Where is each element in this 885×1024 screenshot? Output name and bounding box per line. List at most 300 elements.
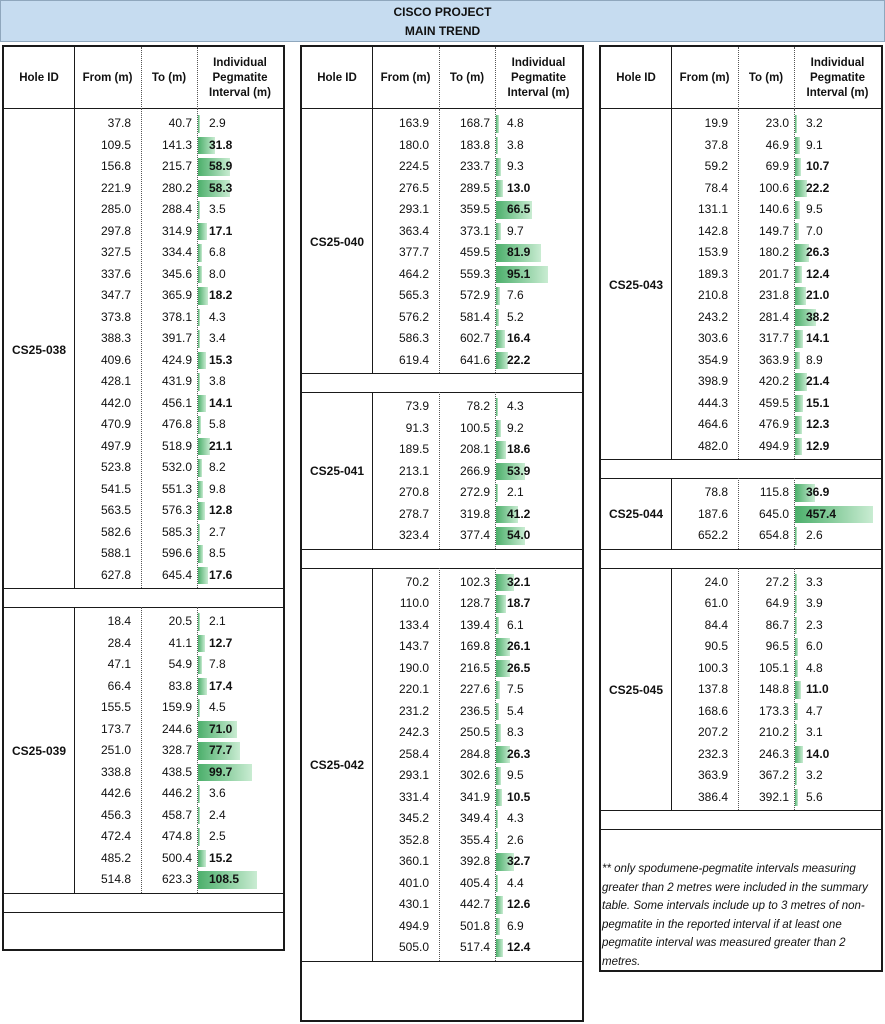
- to-value: 23.0: [765, 116, 789, 130]
- interval-databar: [496, 223, 501, 241]
- interval-value: 5.2: [507, 309, 524, 324]
- from-value: 514.8: [100, 872, 131, 886]
- group-rule: [601, 810, 881, 811]
- from-value: 155.5: [100, 700, 131, 714]
- interval-databar: [795, 266, 802, 284]
- from-value: 297.8: [100, 223, 131, 238]
- to-value: 654.8: [758, 528, 789, 542]
- interval-value: 32.1: [507, 574, 531, 589]
- interval-value: 8.0: [209, 266, 226, 281]
- to-value: 501.8: [459, 918, 490, 933]
- interval-value: 5.4: [507, 703, 524, 718]
- from-value: 24.0: [704, 574, 728, 589]
- to-value: 140.6: [758, 202, 789, 216]
- interval-value: 4.7: [806, 703, 823, 718]
- to-value: 314.9: [161, 223, 192, 238]
- from-value: 224.5: [398, 159, 429, 173]
- project-title: CISCO PROJECT: [393, 5, 492, 19]
- interval-databar: [198, 502, 205, 520]
- from-value: 142.8: [697, 223, 728, 238]
- interval-value: 3.5: [209, 202, 226, 216]
- interval-value: 2.3: [806, 617, 823, 632]
- interval-value: 71.0: [209, 721, 233, 736]
- interval-value: 58.9: [209, 159, 233, 173]
- interval-databar: [496, 137, 498, 155]
- interval-value: 21.1: [209, 438, 233, 453]
- header-divider: [197, 47, 198, 109]
- column-divider: [197, 109, 198, 588]
- interval-databar: [496, 810, 498, 828]
- interval-databar: [795, 660, 798, 678]
- interval-databar: [198, 699, 200, 717]
- to-value: 215.7: [161, 159, 192, 173]
- to-value: 355.4: [459, 832, 490, 847]
- interval-databar: [795, 373, 807, 391]
- group-rule: [601, 829, 881, 830]
- interval-value: 3.9: [806, 596, 823, 610]
- from-value: 270.8: [398, 485, 429, 499]
- interval-databar: [795, 617, 797, 635]
- from-value: 482.0: [697, 438, 728, 453]
- from-value: 91.3: [405, 420, 429, 435]
- to-value: 64.9: [765, 596, 789, 610]
- interval-value: 10.7: [806, 159, 830, 173]
- interval-value: 9.1: [806, 137, 823, 152]
- from-value: 331.4: [398, 789, 429, 804]
- interval-value: 4.8: [806, 660, 823, 675]
- to-value: 576.3: [161, 503, 192, 517]
- to-value: 266.9: [459, 463, 490, 478]
- to-value: 517.4: [459, 940, 490, 954]
- interval-value: 41.2: [507, 506, 531, 521]
- from-value: 153.9: [697, 245, 728, 259]
- group-rule: [4, 588, 283, 589]
- from-value: 293.1: [398, 202, 429, 216]
- table-header: [302, 47, 582, 109]
- from-value: 189.5: [398, 442, 429, 456]
- from-value: 221.9: [100, 180, 131, 195]
- interval-databar: [496, 115, 499, 133]
- interval-value: 9.8: [209, 481, 226, 496]
- to-value: 201.7: [758, 266, 789, 281]
- to-value: 645.4: [161, 567, 192, 582]
- to-value: 139.4: [459, 617, 490, 632]
- from-value: 143.7: [398, 639, 429, 653]
- interval-value: 81.9: [507, 245, 531, 259]
- interval-databar: [496, 724, 501, 742]
- to-value: 431.9: [161, 374, 192, 388]
- to-value: 476.9: [758, 417, 789, 431]
- interval-value: 4.5: [209, 700, 226, 714]
- from-value: 210.8: [697, 288, 728, 302]
- from-value: 66.4: [107, 678, 131, 693]
- to-value: 100.6: [758, 180, 789, 195]
- to-value: 581.4: [459, 309, 490, 324]
- interval-value: 12.3: [806, 417, 830, 431]
- to-value: 250.5: [459, 725, 490, 739]
- group-rule: [4, 893, 283, 894]
- interval-databar: [496, 287, 500, 305]
- to-value: 345.6: [161, 266, 192, 281]
- from-value: 428.1: [100, 374, 131, 388]
- to-value: 159.9: [161, 700, 192, 714]
- from-value: 47.1: [107, 657, 131, 671]
- from-value: 494.9: [398, 918, 429, 933]
- interval-databar: [496, 767, 501, 785]
- to-value: 169.8: [459, 639, 490, 653]
- column-divider: [372, 392, 373, 549]
- interval-value: 4.4: [507, 875, 524, 890]
- interval-value: 14.1: [806, 331, 830, 345]
- hole-id: CS25-042: [309, 758, 365, 772]
- group-rule: [302, 392, 582, 393]
- table-header: [4, 47, 283, 109]
- from-value: 345.2: [398, 811, 429, 825]
- interval-databar: [496, 789, 502, 807]
- to-value: 446.2: [161, 786, 192, 800]
- hole-id: CS25-045: [608, 682, 664, 697]
- to-value: 69.9: [765, 159, 789, 173]
- interval-databar: [496, 703, 499, 721]
- interval-databar: [795, 330, 803, 348]
- interval-value: 22.2: [806, 180, 830, 195]
- interval-databar: [198, 395, 206, 413]
- to-value: 244.6: [161, 721, 192, 736]
- to-value: 341.9: [459, 789, 490, 804]
- to-value: 100.5: [459, 420, 490, 435]
- from-value: 627.8: [100, 567, 131, 582]
- to-value: 459.5: [459, 245, 490, 259]
- interval-value: 14.0: [806, 746, 830, 761]
- group-rule: [601, 568, 881, 569]
- from-value: 70.2: [405, 574, 429, 589]
- interval-value: 26.1: [507, 639, 531, 653]
- interval-value: 7.8: [209, 657, 226, 671]
- header-interval: Individual Pegmatite Interval (m): [806, 56, 869, 99]
- interval-databar: [198, 656, 202, 674]
- interval-value: 18.7: [507, 596, 531, 610]
- footnote: ** only spodumene-pegmatite intervals measuring greater than 2 metres were included in the summary table. Some intervals include up to 3 metres of non-pegmatite in the reported interval if at least one pegmatite interval was measured greater than 2 metres.: [602, 863, 868, 968]
- interval-value: 17.1: [209, 223, 233, 238]
- to-value: 288.4: [161, 202, 192, 216]
- interval-value: 7.0: [806, 223, 823, 238]
- from-value: 78.8: [704, 485, 728, 499]
- column-divider: [671, 478, 672, 549]
- interval-value: 95.1: [507, 266, 531, 281]
- group-rule: [302, 568, 582, 569]
- interval-databar: [198, 438, 210, 456]
- column-divider: [141, 109, 142, 588]
- header-divider: [141, 47, 142, 109]
- to-value: 319.8: [459, 506, 490, 521]
- interval-databar: [795, 158, 801, 176]
- interval-databar: [198, 244, 202, 262]
- to-value: 54.9: [168, 657, 192, 671]
- interval-value: 12.9: [806, 438, 830, 453]
- interval-value: 54.0: [507, 528, 531, 542]
- to-value: 349.4: [459, 811, 490, 825]
- column-divider: [141, 607, 142, 893]
- interval-databar: [496, 441, 506, 459]
- to-value: 41.1: [168, 635, 192, 650]
- interval-databar: [795, 223, 799, 241]
- to-value: 459.5: [758, 395, 789, 410]
- interval-value: 32.7: [507, 854, 531, 868]
- interval-value: 3.6: [209, 786, 226, 800]
- hole-id: CS25-038: [11, 342, 67, 357]
- interval-value: 66.5: [507, 202, 531, 216]
- interval-value: 38.2: [806, 309, 830, 324]
- group-rule: [302, 549, 582, 550]
- from-value: 187.6: [697, 506, 728, 521]
- interval-databar: [795, 287, 806, 305]
- to-value: 216.5: [459, 660, 490, 675]
- interval-databar: [198, 635, 205, 653]
- column-divider: [671, 109, 672, 459]
- interval-value: 6.1: [507, 617, 524, 632]
- from-value: 133.4: [398, 617, 429, 632]
- interval-databar: [496, 158, 501, 176]
- interval-value: 53.9: [507, 463, 531, 478]
- to-value: 83.8: [168, 678, 192, 693]
- column-divider: [439, 392, 440, 549]
- interval-value: 6.8: [209, 245, 226, 259]
- interval-databar: [198, 201, 200, 219]
- interval-value: 2.1: [209, 614, 226, 628]
- interval-value: 3.2: [806, 116, 823, 130]
- interval-databar: [795, 746, 803, 764]
- to-value: 518.9: [161, 438, 192, 453]
- interval-databar: [795, 416, 802, 434]
- to-value: 102.3: [459, 574, 490, 589]
- drill-table-left: [2, 45, 285, 951]
- to-value: 141.3: [161, 137, 192, 152]
- header-interval: Individual Pegmatite Interval (m): [507, 56, 570, 99]
- from-value: 442.0: [100, 395, 131, 410]
- interval-value: 12.6: [507, 897, 531, 911]
- interval-value: 4.8: [507, 116, 524, 130]
- interval-value: 12.4: [806, 266, 830, 281]
- interval-databar: [198, 545, 203, 563]
- to-value: 148.8: [758, 682, 789, 696]
- interval-value: 2.7: [209, 524, 226, 539]
- interval-value: 12.4: [507, 940, 531, 954]
- interval-value: 457.4: [806, 506, 837, 521]
- interval-value: 9.5: [507, 768, 524, 782]
- header-hole: Hole ID: [616, 71, 656, 84]
- interval-databar: [795, 574, 797, 592]
- interval-value: 36.9: [806, 485, 830, 499]
- from-value: 464.6: [697, 417, 728, 431]
- from-value: 90.5: [704, 639, 728, 653]
- to-value: 246.3: [758, 746, 789, 761]
- interval-value: 9.5: [806, 202, 823, 216]
- group-rule: [601, 459, 881, 460]
- interval-databar: [496, 180, 503, 198]
- from-value: 137.8: [697, 682, 728, 696]
- interval-databar: [496, 420, 501, 438]
- interval-value: 12.8: [209, 503, 233, 517]
- interval-value: 18.2: [209, 288, 233, 302]
- interval-databar: [496, 595, 506, 613]
- from-value: 377.7: [398, 245, 429, 259]
- interval-value: 21.0: [806, 288, 830, 302]
- hole-id: CS25-041: [309, 464, 365, 479]
- to-value: 500.4: [161, 850, 192, 865]
- from-value: 189.3: [697, 266, 728, 281]
- interval-value: 16.4: [507, 331, 531, 345]
- to-value: 231.8: [758, 288, 789, 302]
- from-value: 168.6: [697, 703, 728, 718]
- interval-value: 17.6: [209, 567, 233, 582]
- interval-value: 3.8: [209, 374, 226, 388]
- interval-value: 58.3: [209, 180, 233, 195]
- to-value: 363.9: [758, 352, 789, 367]
- interval-databar: [496, 484, 498, 502]
- to-value: 458.7: [161, 807, 192, 822]
- from-value: 213.1: [398, 463, 429, 478]
- interval-value: 4.3: [507, 811, 524, 825]
- interval-value: 8.5: [209, 546, 226, 560]
- to-value: 551.3: [161, 481, 192, 496]
- column-divider: [372, 109, 373, 373]
- interval-databar: [795, 115, 797, 133]
- interval-databar: [795, 201, 800, 219]
- column-divider: [738, 478, 739, 549]
- interval-value: 21.4: [806, 374, 830, 388]
- group-rule: [302, 961, 582, 962]
- interval-value: 4.3: [507, 399, 524, 413]
- interval-databar: [198, 416, 201, 434]
- from-value: 327.5: [100, 245, 131, 259]
- from-value: 541.5: [100, 481, 131, 496]
- project-banner: [0, 0, 885, 42]
- interval-databar: [198, 459, 202, 477]
- interval-databar: [198, 115, 200, 133]
- from-value: 258.4: [398, 746, 429, 761]
- from-value: 276.5: [398, 180, 429, 195]
- interval-value: 108.5: [209, 872, 240, 886]
- group-rule: [601, 549, 881, 550]
- from-value: 652.2: [697, 528, 728, 542]
- from-value: 354.9: [697, 352, 728, 367]
- to-value: 128.7: [459, 596, 490, 610]
- from-value: 505.0: [398, 940, 429, 954]
- interval-databar: [198, 828, 200, 846]
- interval-databar: [795, 527, 797, 545]
- to-value: 596.6: [161, 546, 192, 560]
- header-divider: [439, 47, 440, 109]
- from-value: 398.9: [697, 374, 728, 388]
- to-value: 334.4: [161, 245, 192, 259]
- from-value: 576.2: [398, 309, 429, 324]
- from-value: 285.0: [100, 202, 131, 216]
- to-value: 424.9: [161, 352, 192, 367]
- interval-value: 8.3: [507, 725, 524, 739]
- interval-value: 26.3: [806, 245, 830, 259]
- to-value: 367.2: [758, 768, 789, 782]
- to-value: 602.7: [459, 331, 490, 345]
- to-value: 438.5: [161, 764, 192, 779]
- column-divider: [74, 109, 75, 588]
- to-value: 641.6: [459, 352, 490, 367]
- from-value: 278.7: [398, 506, 429, 521]
- interval-value: 15.1: [806, 395, 830, 410]
- column-divider: [197, 607, 198, 893]
- interval-value: 8.9: [806, 352, 823, 367]
- hole-id: CS25-039: [11, 743, 67, 758]
- interval-databar: [496, 617, 499, 635]
- interval-databar: [198, 613, 200, 631]
- to-value: 289.5: [459, 180, 490, 195]
- from-value: 497.9: [100, 438, 131, 453]
- interval-value: 26.5: [507, 660, 531, 675]
- from-value: 251.0: [100, 743, 131, 757]
- interval-value: 22.2: [507, 352, 531, 367]
- interval-value: 5.6: [806, 789, 823, 804]
- to-value: 20.5: [168, 614, 192, 628]
- to-value: 284.8: [459, 746, 490, 761]
- column-divider: [794, 478, 795, 549]
- interval-databar: [795, 767, 797, 785]
- interval-value: 31.8: [209, 137, 233, 152]
- from-value: 61.0: [704, 596, 728, 610]
- from-value: 78.4: [704, 180, 728, 195]
- interval-databar: [795, 703, 798, 721]
- from-value: 37.8: [704, 137, 728, 152]
- from-value: 243.2: [697, 309, 728, 324]
- to-value: 392.1: [758, 789, 789, 804]
- from-value: 131.1: [697, 202, 728, 216]
- to-value: 420.2: [758, 374, 789, 388]
- interval-value: 18.6: [507, 442, 531, 456]
- from-value: 409.6: [100, 352, 131, 367]
- to-value: 645.0: [758, 506, 789, 521]
- from-value: 619.4: [398, 352, 429, 367]
- interval-value: 9.7: [507, 223, 524, 238]
- interval-value: 15.3: [209, 352, 233, 367]
- from-value: 563.5: [100, 503, 131, 517]
- from-value: 37.8: [107, 116, 131, 130]
- to-value: 373.1: [459, 223, 490, 238]
- column-divider: [74, 607, 75, 893]
- interval-databar: [198, 807, 200, 825]
- interval-databar: [198, 352, 206, 370]
- from-value: 337.6: [100, 266, 131, 281]
- hole-id: CS25-040: [309, 235, 365, 249]
- to-value: 40.7: [168, 116, 192, 130]
- interval-value: 13.0: [507, 180, 531, 195]
- from-value: 303.6: [697, 331, 728, 345]
- from-value: 464.2: [398, 266, 429, 281]
- from-value: 173.7: [100, 721, 131, 736]
- group-rule: [4, 912, 283, 913]
- header-from: From (m): [82, 71, 133, 84]
- from-value: 28.4: [107, 635, 131, 650]
- to-value: 623.3: [161, 872, 192, 886]
- interval-value: 77.7: [209, 743, 233, 757]
- column-divider: [738, 568, 739, 811]
- header-divider: [738, 47, 739, 109]
- interval-value: 11.0: [806, 682, 829, 696]
- from-value: 59.2: [704, 159, 728, 173]
- interval-value: 14.1: [209, 395, 233, 410]
- from-value: 231.2: [398, 703, 429, 718]
- interval-databar: [496, 896, 503, 914]
- header-divider: [671, 47, 672, 109]
- to-value: 442.7: [459, 897, 490, 911]
- column-divider: [794, 109, 795, 459]
